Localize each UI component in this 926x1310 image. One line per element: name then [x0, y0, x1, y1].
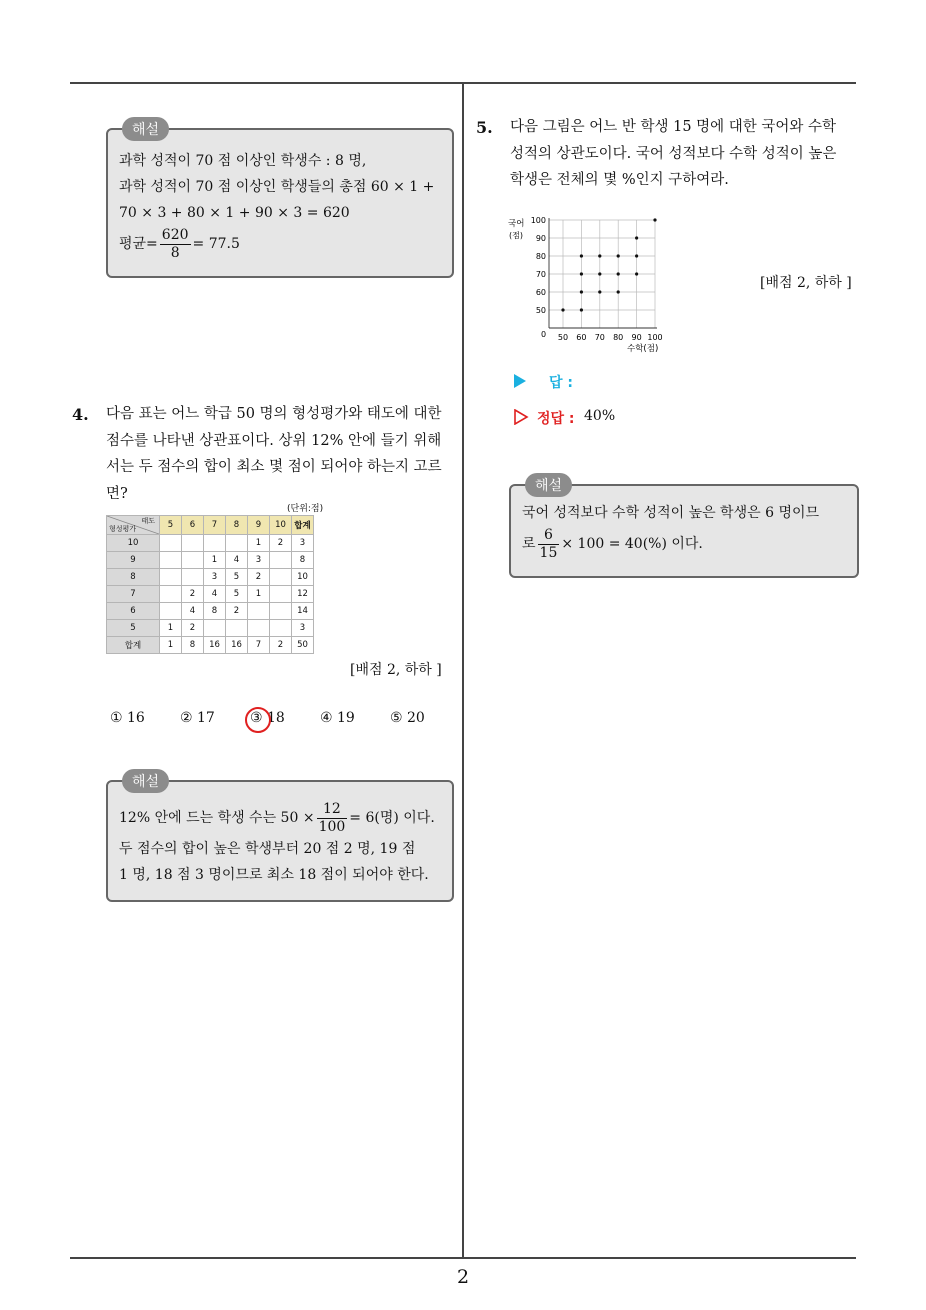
chart-points — [561, 218, 656, 311]
row-header: 7 — [107, 586, 160, 603]
q4-score: [배점 2, 하하 ] — [350, 662, 442, 678]
table-row — [107, 569, 314, 586]
choice-5[interactable]: ⑤ 20 — [390, 710, 425, 726]
row-total: 14 — [292, 603, 314, 620]
table-cell — [182, 535, 204, 552]
table-row — [107, 552, 314, 569]
correlation-table — [106, 515, 314, 654]
table-cell — [226, 535, 248, 552]
data-point — [580, 290, 583, 293]
explanation-line: 과학 성적이 70 점 이상인 학생수 : 8 명, — [119, 153, 367, 169]
q3-explanation-box — [106, 122, 454, 278]
data-point — [635, 236, 638, 239]
table-cell: 2 — [182, 586, 204, 603]
data-point — [598, 272, 601, 275]
column-header: 7 — [204, 516, 226, 535]
explanation-line: 12% 안에 드는 학생 수는 50 × $\frac{12}{100}$ = 6(명) 이다. — [119, 800, 435, 835]
column-header: 5 — [160, 516, 182, 535]
row-total: 3 — [292, 620, 314, 637]
x-tick-label: 50 — [557, 333, 569, 342]
q5-score: [배점 2, 하하 ] — [760, 275, 852, 291]
question-number: 5. — [476, 118, 493, 137]
y-tick-label: 50 — [535, 306, 546, 315]
table-cell — [270, 620, 292, 637]
data-point — [580, 308, 583, 311]
explanation-line: 과학 성적이 70 점 이상인 학생들의 총점 60 × 1 + — [119, 179, 435, 195]
table-cell: 5 — [226, 569, 248, 586]
table-cell: 4 — [226, 552, 248, 569]
y-tick-label: 60 — [535, 288, 546, 297]
column-header: 6 — [182, 516, 204, 535]
table-cell — [182, 552, 204, 569]
chart-axes — [549, 218, 657, 328]
selected-answer-circle-icon — [245, 707, 271, 733]
table-cell: 2 — [270, 535, 292, 552]
explanation-line: 국어 성적보다 수학 성적이 높은 학생은 6 명이므 — [522, 505, 820, 521]
explanation-line: 로 $\frac{6}{15}$ × 100 = 40(%) 이다. — [522, 526, 703, 561]
explanation-tag: 해설 — [525, 473, 572, 497]
y-axis-label: 국어 — [508, 219, 525, 229]
correct-arrow-icon — [513, 409, 529, 429]
y-tick-label: 70 — [535, 270, 546, 279]
chart-grid — [549, 220, 655, 328]
question-text: 다음 표는 어느 학급 50 명의 형성평가와 태도에 대한 점수를 나타낸 상관표이다. 상위 12% 안에 들기 위해 서는 두 점수의 합이 최소 몇 점이 되어야 하는지 고르 면? — [106, 406, 442, 502]
column-header: 10 — [270, 516, 292, 535]
table-cell: 1 — [160, 637, 182, 654]
row-header: 5 — [107, 620, 160, 637]
total-header: 합계 — [292, 516, 314, 535]
data-point — [598, 254, 601, 257]
table-cell: 1 — [248, 535, 270, 552]
answer-arrow-icon — [514, 374, 526, 388]
row-total: 10 — [292, 569, 314, 586]
table-cell: 4 — [204, 586, 226, 603]
row-header: 10 — [107, 535, 160, 552]
table-cell: 7 — [248, 637, 270, 654]
data-point — [580, 272, 583, 275]
table-cell: 1 — [160, 620, 182, 637]
row-header: 6 — [107, 603, 160, 620]
row-header: 9 — [107, 552, 160, 569]
q4-explanation-box — [106, 774, 454, 902]
page-number: 2 — [456, 1266, 470, 1288]
table-row — [107, 586, 314, 603]
table-cell — [160, 603, 182, 620]
data-point — [635, 254, 638, 257]
explanation-line: 두 점수의 합이 높은 학생부터 20 점 2 명, 19 점 — [119, 841, 416, 857]
data-point — [617, 272, 620, 275]
x-tick-label: 90 — [631, 333, 642, 342]
average-line: 평균= $\frac{620}{8}$ = 77.5 — [119, 226, 240, 261]
explanation-fraction: $\frac{6}{15}$ — [539, 526, 558, 561]
explanation-line: 1 명, 18 점 3 명이므로 최소 18 점이 되어야 한다. — [119, 867, 429, 883]
total-row — [107, 637, 314, 654]
choice-4[interactable]: ④ 19 — [320, 710, 355, 726]
data-point — [635, 272, 638, 275]
table-cell: 1 — [204, 552, 226, 569]
table-cell — [182, 569, 204, 586]
question-number: 4. — [72, 405, 89, 424]
x-tick-label: 70 — [594, 333, 605, 342]
explanation-line: 70 × 3 + 80 × 1 + 90 × 3 = 620 — [119, 205, 350, 221]
data-point — [653, 218, 656, 221]
table-cell: 16 — [226, 637, 248, 654]
table-cell: 8 — [204, 603, 226, 620]
table-cell: 16 — [204, 637, 226, 654]
correct-label: 정답 : — [537, 411, 575, 427]
table-cell: 2 — [182, 620, 204, 637]
table-cell: 8 — [182, 637, 204, 654]
table-cell: 3 — [204, 569, 226, 586]
table-cell — [270, 603, 292, 620]
origin-label: 0 — [541, 330, 547, 339]
row-total: 3 — [292, 535, 314, 552]
table-cell — [248, 603, 270, 620]
chart-ticks — [531, 216, 663, 342]
y-tick-label: 90 — [535, 234, 546, 243]
table-cell: 2 — [226, 603, 248, 620]
table-row — [107, 620, 314, 637]
choice-3[interactable]: ③ 18 — [250, 710, 285, 726]
data-point — [617, 254, 620, 257]
bottom-rule — [70, 1257, 856, 1259]
table-cell — [160, 586, 182, 603]
row-header: 8 — [107, 569, 160, 586]
average-fraction: $\frac{620}{8}$ — [161, 226, 189, 261]
question-text: 다음 그림은 어느 반 학생 15 명에 대한 국어와 수학 성적의 상관도이다. 국어 성적보다 수학 성적이 높은 학생은 전체의 몇 %인지 구하여라. — [510, 119, 837, 188]
explanation-tag: 해설 — [122, 769, 169, 793]
y-axis-unit: (점) — [509, 231, 523, 240]
choice-2[interactable]: ② 17 — [180, 710, 215, 726]
table-cell — [160, 535, 182, 552]
table-cell: 3 — [248, 552, 270, 569]
table-unit: (단위:점) — [287, 504, 324, 514]
data-point — [580, 254, 583, 257]
correct-value: 40% — [584, 408, 616, 424]
table-row — [107, 535, 314, 552]
column-divider — [462, 84, 464, 1258]
choice-1[interactable]: ① 16 — [110, 710, 145, 726]
table-cell — [204, 535, 226, 552]
data-point — [598, 290, 601, 293]
scatter-chart — [505, 210, 685, 355]
explanation-fraction: $\frac{12}{100}$ — [318, 800, 346, 835]
table-cell: 4 — [182, 603, 204, 620]
table-cell — [270, 552, 292, 569]
table-cell — [270, 569, 292, 586]
table-cell: 2 — [270, 637, 292, 654]
table-cell: 1 — [248, 586, 270, 603]
y-tick-label: 80 — [535, 252, 546, 261]
table-cell — [204, 620, 226, 637]
data-point — [561, 308, 564, 311]
row-total: 12 — [292, 586, 314, 603]
column-header: 9 — [248, 516, 270, 535]
answer-label: 답 : — [549, 375, 573, 391]
data-point — [617, 290, 620, 293]
table-cell — [226, 620, 248, 637]
x-axis-label: 수학(점) — [627, 344, 659, 354]
x-tick-label: 60 — [576, 333, 587, 342]
table-cell — [160, 552, 182, 569]
explanation-tag: 해설 — [122, 117, 169, 141]
table-cell — [248, 620, 270, 637]
table-corner: 태도 형성평가 — [107, 516, 160, 535]
x-tick-label: 100 — [647, 333, 663, 342]
y-tick-label: 100 — [530, 216, 546, 225]
table-row — [107, 603, 314, 620]
row-header: 합계 — [107, 637, 160, 654]
table-cell — [160, 569, 182, 586]
table-cell: 2 — [248, 569, 270, 586]
grand-total: 50 — [292, 637, 314, 654]
q5-explanation-box — [509, 478, 859, 578]
row-total: 8 — [292, 552, 314, 569]
table-cell: 5 — [226, 586, 248, 603]
x-tick-label: 80 — [613, 333, 624, 342]
column-header: 8 — [226, 516, 248, 535]
table-cell — [270, 586, 292, 603]
